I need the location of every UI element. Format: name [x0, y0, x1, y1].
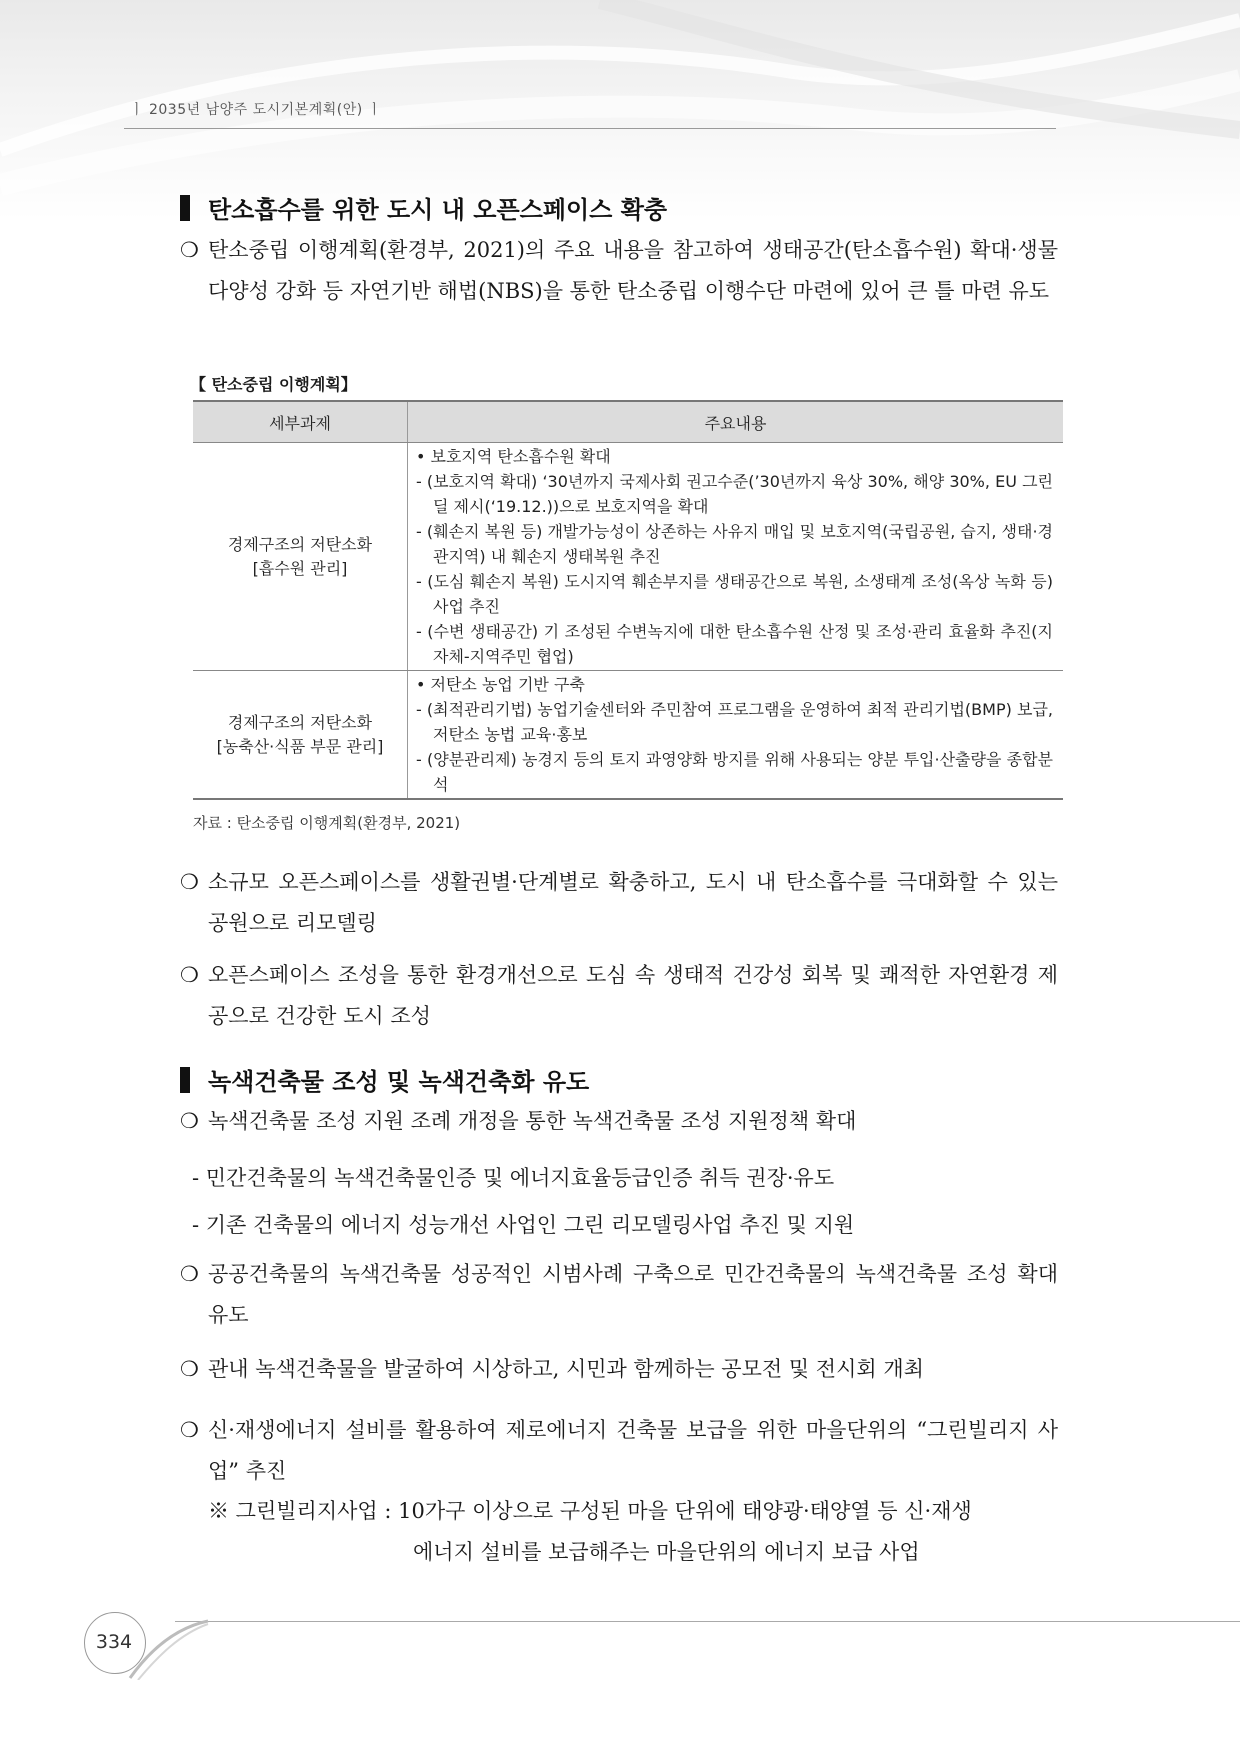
section-title-openspace	[180, 190, 667, 225]
circle-bullet-icon: ❍	[180, 1262, 199, 1286]
circle-bullet-icon: ❍	[180, 238, 199, 262]
paragraph-bullet	[180, 1254, 1058, 1336]
circle-bullet-icon: ❍	[180, 1109, 199, 1133]
paragraph-text: 소규모 오픈스페이스를 생활권별·단계별로 확충하고, 도시 내 탄소흡수를 극대화할 수 있는 공원으로 리모델링	[208, 870, 1058, 935]
section-marker	[180, 1067, 190, 1093]
table-header-task: 세부과제	[193, 401, 408, 443]
section-title-text: 녹색건축물 조성 및 녹색건축화 유도	[208, 1068, 590, 1096]
dash-item: - 기존 건축물의 에너지 성능개선 사업인 그린 리모델링사업 추진 및 지원	[192, 1213, 855, 1237]
note-line: 에너지 설비를 보급해주는 마을단위의 에너지 보급 사업	[413, 1540, 920, 1564]
table-header-content: 주요내용	[408, 401, 1064, 443]
task-category: [흡수원 관리]	[252, 558, 348, 578]
paragraph-text: 녹색건축물 조성 지원 조례 개정을 통한 녹색건축물 조성 지원정책 확대	[208, 1109, 857, 1133]
dash-item: - 민간건축물의 녹색건축물인증 및 에너지효율등급인증 취득 권장·유도	[192, 1166, 835, 1190]
circle-bullet-icon: ❍	[180, 963, 199, 987]
content-heading: • 보호지역 탄소흡수원 확대	[416, 447, 611, 466]
content-item: - (양분관리제) 농경지 등의 토지 과영양화 방지를 위해 사용되는 양분 투입·산출량을 종합분석	[416, 750, 1053, 794]
table-cell-content	[408, 671, 1064, 800]
table-header-row	[193, 401, 1063, 443]
task-category: [농축산·식품 부문 관리]	[216, 736, 384, 756]
content-item: - (훼손지 복원 등) 개발가능성이 상존하는 사유지 매입 및 보호지역(국립공원, 습지, 생태·경관지역) 내 훼손지 생태복원 추진	[416, 522, 1053, 566]
table-row	[193, 671, 1063, 800]
paragraph-text: 오픈스페이스 조성을 통한 환경개선으로 도심 속 생태적 건강성 회복 및 쾌적한 자연환경 제공으로 건강한 도시 조성	[208, 963, 1058, 1028]
footer-rule	[175, 1621, 1240, 1622]
section-title-green-building	[180, 1062, 589, 1097]
paragraph-bullet	[180, 1349, 1058, 1390]
section-title-text: 탄소흡수를 위한 도시 내 오픈스페이스 확충	[208, 196, 668, 224]
paragraph-text: 탄소중립 이행계획(환경부, 2021)의 주요 내용을 참고하여 생태공간(탄소흡수원) 확대·생물다양성 강화 등 자연기반 해법(NBS)을 통한 탄소중립 이행수단 마련에 있어 큰 틀 마련 유도	[208, 238, 1058, 303]
content-item: - (수변 생태공간) 기 조성된 수변녹지에 대한 탄소흡수원 산정 및 조성·관리 효율화 추진(지자체-지역주민 협업)	[416, 622, 1053, 666]
circle-bullet-icon: ❍	[180, 1418, 199, 1442]
table-cell-task	[193, 443, 408, 671]
task-name: 경제구조의 저탄소화	[227, 534, 373, 554]
table-source: 자료 : 탄소중립 이행계획(환경부, 2021)	[193, 814, 461, 832]
paragraph-text: 관내 녹색건축물을 발굴하여 시상하고, 시민과 함께하는 공모전 및 전시회 개최	[208, 1357, 924, 1381]
section-marker	[180, 195, 190, 221]
table-cell-task	[193, 671, 408, 800]
table-cell-content	[408, 443, 1064, 671]
content-item: - (최적관리기법) 농업기술센터와 주민참여 프로그램을 운영하여 최적 관리기법(BMP) 보급, 저탄소 농법 교육·홍보	[416, 700, 1053, 744]
paragraph-bullet	[180, 862, 1058, 944]
paragraph-bullet	[180, 230, 1058, 312]
page-number: 334	[95, 1631, 133, 1653]
paragraph-text: 신·재생에너지 설비를 활용하여 제로에너지 건축물 보급을 위한 마을단위의 “그린빌리지 사업” 추진	[208, 1418, 1058, 1483]
circle-bullet-icon: ❍	[180, 870, 199, 894]
header-rule	[124, 128, 1056, 129]
running-header: ㅣ 2035년 남양주 도시기본계획(안) ㅣ	[130, 102, 382, 118]
paragraph-bullet	[180, 1101, 1058, 1142]
content-item: - (보호지역 확대) ‘30년까지 국제사회 권고수준(’30년까지 육상 30%, 해양 30%, EU 그린딜 제시(‘19.12.))으로 보호지역을 확대	[416, 472, 1053, 516]
content-item: - (도심 훼손지 복원) 도시지역 훼손부지를 생태공간으로 복원, 소생태계 조성(옥상 녹화 등) 사업 추진	[416, 572, 1053, 616]
note-line: ※ 그린빌리지사업 : 10가구 이상으로 구성된 마을 단위에 태양광·태양열 등 신·재생	[208, 1499, 972, 1523]
task-name: 경제구조의 저탄소화	[227, 712, 373, 732]
content-heading: • 저탄소 농업 기반 구축	[416, 675, 585, 694]
table-row	[193, 443, 1063, 671]
table-caption: 【 탄소중립 이행계획】	[190, 375, 357, 394]
paragraph-text: 공공건축물의 녹색건축물 성공적인 시범사례 구축으로 민간건축물의 녹색건축물 조성 확대 유도	[208, 1262, 1058, 1327]
paragraph-bullet	[180, 1410, 1058, 1492]
carbon-neutral-plan-table	[193, 400, 1063, 800]
circle-bullet-icon: ❍	[180, 1357, 199, 1381]
paragraph-bullet	[180, 955, 1058, 1037]
